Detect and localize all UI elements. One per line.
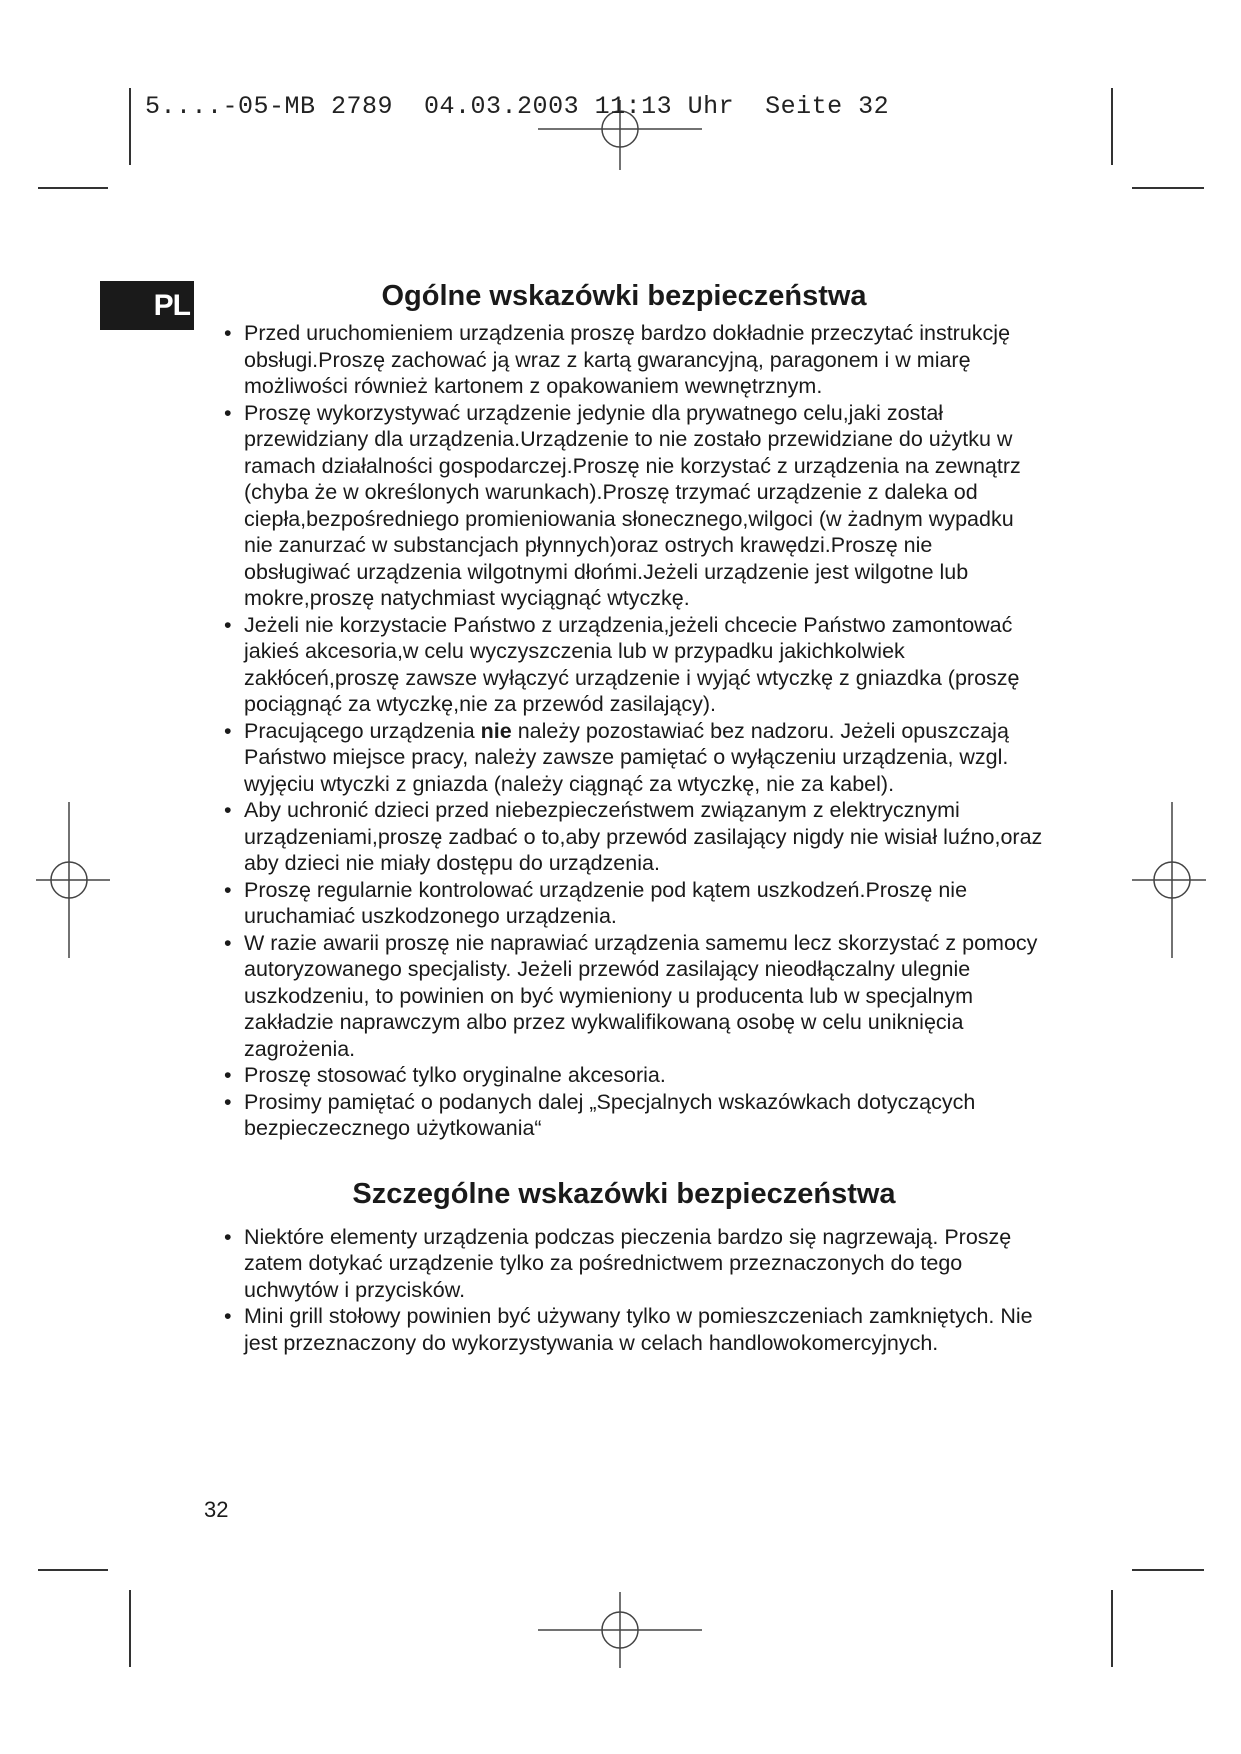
document-content	[204, 276, 1044, 1356]
specific-safety-list	[204, 1224, 1044, 1357]
list-item: • W razie awarii proszę nie naprawiać urządzenia samemu lecz skorzystać z pomocy autoryzowanego specjalisty. Jeżeli przewód zasilający nieodłączalny ulegnie uszkodzeniu, to powinien on być wymieniony u producenta lub w specjalnym zakładzie naprawczym albo przez wykwalifikowaną osobę w celu uniknięcia zagrożenia.	[224, 930, 1038, 1061]
bullet: •	[224, 1304, 232, 1328]
bullet: •	[224, 1089, 232, 1114]
bullet: •	[224, 930, 232, 955]
bullet: •	[224, 718, 232, 743]
registration-mark-left	[36, 802, 110, 958]
registration-mark-bottom	[538, 1592, 702, 1668]
list-item: • Niektóre elementy urządzenia podczas pieczenia bardzo się nagrzewają. Proszę zatem dotykać urządzenie tylko za pośrednictwem przeznaczonych do tego uchwytów i przycisków.	[224, 1224, 1012, 1302]
bullet: •	[224, 612, 232, 637]
page-number: 32	[204, 1497, 229, 1522]
bullet: •	[224, 321, 232, 345]
print-slug-header: 5....-05-MB 2789 04.03.2003 11:13 Uhr Seite 32	[145, 92, 890, 121]
section-title-general: Ogólne wskazówki bezpieczeństwa	[381, 280, 867, 312]
bullet: •	[224, 1224, 232, 1249]
emphasis-word: nie	[480, 718, 512, 743]
bullet: •	[224, 877, 232, 902]
list-item: • Aby uchronić dzieci przed niebezpieczeństwem związanym z elektrycznymi urządzeniami,proszę zadbać o to,aby przewód zasilający nigdy nie wisiał luźno,oraz aby dzieci nie miały dostępu do urządzenia.	[224, 798, 1043, 875]
list-item: • Przed uruchomieniem urządzenia proszę bardzo dokładnie przeczytać instrukcję obsługi.Proszę zachować ją wraz z kartą gwarancyjną, paragonem i w miarę możliwości również kartonem z opakowaniem wewnętrznym.	[224, 321, 1011, 398]
list-item: • Jeżeli nie korzystacie Państwo z urządzenia,jeżeli chcecie Państwo zamontować jakieś akcesoria,w celu wyczyszczenia lub w przypadku jakichkolwiek zakłóceń,proszę zawsze wyłączyć urządzenie i wyjąć wtyczkę z gniazdka (proszę pociągnąć za wtyczkę,nie za przewód zasilający).	[224, 612, 1020, 716]
list-item: • Mini grill stołowy powinien być używany tylko w pomieszczeniach zamkniętych. Nie jest przeznaczony do wykorzystywania w celach handlowokomercyjnych.	[224, 1304, 1033, 1355]
registration-mark-right	[1132, 802, 1206, 958]
list-item: • Prosimy pamiętać o podanych dalej „Specjalnych wskazówkach dotyczących bezpieczecznego użytkowania“	[224, 1089, 976, 1140]
bullet: •	[224, 400, 232, 425]
list-item: • Proszę wykorzystywać urządzenie jedynie dla prywatnego celu,jaki został przewidziany dla urządzenia.Urządzenie to nie zostało przewidziane do użytku w ramach działalności gospodarczej.Proszę nie korzystać z urządzenia na zewnątrz (chyba że w określonych warunkach).Proszę trzymać urządzenie z daleka od ciepła,bezpośredniego promieniowania słonecznego,wilgoci (w żadnym wypadku nie zanurzać w substancjach płynnych)oraz ostrych krawędzi.Proszę nie obsługiwać urządzenia wilgotnymi dłońmi.Jeżeli urządzenie jest wilgotne lub mokre,proszę natychmiast wyciągnąć wtyczkę.	[224, 400, 1021, 610]
bullet: •	[224, 1063, 232, 1087]
general-safety-list	[204, 320, 1044, 1142]
list-item: • Proszę stosować tylko oryginalne akcesoria.	[224, 1063, 666, 1087]
language-tab: PL	[100, 281, 194, 330]
list-item: • Proszę regularnie kontrolować urządzenie pod kątem uszkodzeń.Proszę nie uruchamiać uszkodzonego urządzenia.	[224, 877, 968, 928]
bullet: •	[224, 798, 232, 822]
list-item: • Pracującego urządzenia nie należy pozostawiać bez nadzoru. Jeżeli opuszczają Państwo miejsce pracy, należy zawsze pamiętać o wyłączeniu urządzenia, wzgl. wyjęciu wtyczki z gniazda (należy ciągnąć za wtyczkę, nie za kabel).	[224, 718, 1009, 796]
section-title-specific: Szczególne wskazówki bezpieczeństwa	[352, 1177, 896, 1210]
